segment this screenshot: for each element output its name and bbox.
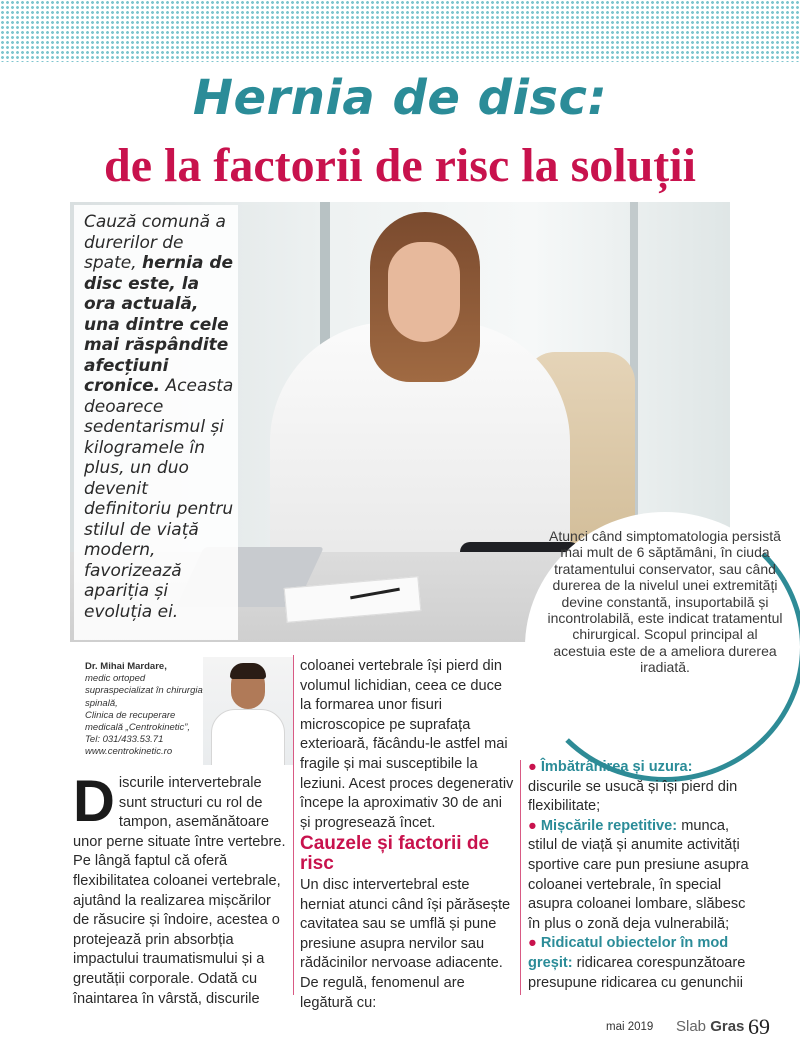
list-item: ● Ridicatul obiectelor în mod greșit: ridicarea corespunzătoare presupune ridicarea cu genunchii bbox=[528, 935, 746, 991]
title-line-1: Hernia de disc: bbox=[192, 70, 608, 126]
article-column-1: Discurile intervertebrale sunt structuri cu rol de tampon, asemănătoare unor perne situate între vertebre. Pe lângă faptul că oferă flexibilitatea coloanei vertebrale, ajutând la realizarea mișcărilor de răsucire și îndoire, acestea o protejează prin absorbția impactului traumatismului și a greutății corporale. Odată cu înaintarea în vârstă, discurile bbox=[73, 769, 286, 1007]
author-credit bbox=[85, 661, 205, 759]
section-heading: Cauzele și factorii de risc bbox=[300, 833, 490, 874]
author-name: Dr. Mihai Mardare, bbox=[85, 661, 167, 672]
article-column-3 bbox=[528, 758, 750, 993]
author-role: medic ortoped supraspecializat în chirurgia spinală, bbox=[85, 673, 203, 709]
author-website: www.centrokinetic.ro bbox=[85, 746, 173, 758]
author-clinic: Clinica de recuperare medicală „Centrokinetic”, bbox=[85, 709, 191, 734]
quote-text: Atunci când simptomatologia persistă mai mult de 6 săptămâni, în ciuda tratamentului conservator, sau când durerea de la nivelul unei extremități devine constantă, insuportabilă și incontrolabilă, este indicat tratamentul chirurgical. Scopul principal al acestuia este de a ameliora durerea iradiată. bbox=[547, 528, 783, 676]
dotted-header-band bbox=[0, 0, 800, 62]
column-divider bbox=[293, 655, 294, 995]
magazine-brand: Slab Gras bbox=[676, 1018, 745, 1035]
list-item: ● Îmbătrânirea și uzura: discurile se usucă și își pierd din flexibilitate; bbox=[528, 759, 738, 815]
page-number: 69 bbox=[748, 1014, 770, 1039]
column-divider bbox=[520, 760, 521, 995]
article-column-2-section: Un disc intervertebral este herniat atunci când își părăsește cavitatea sau se umflă și pune presiune asupra nervilor sau rădăcinilor nervoase adiacente. De regulă, fenomenul are legătură cu: bbox=[300, 877, 511, 1011]
issue-date: mai 2019 bbox=[606, 1021, 654, 1033]
author-phone: Tel: 031/433.53.71 bbox=[85, 734, 164, 746]
list-item: ● Mișcările repetitive: munca, stilul de viață și anumite activități sportive care pun presiune asupra coloanei vertebrale, în special asupra coloanei lombare, slăbesc în plus o zonă deja vulnerabilă; bbox=[528, 817, 749, 932]
title-line-2: de la factorii de risc la soluții bbox=[104, 139, 696, 192]
author-photo bbox=[203, 657, 293, 765]
intro-text: Cauză comună a durerilor de spate, hernia de disc este, la ora actuală, una dintre cele mai răspândite afecțiuni cronice. Aceasta deoarece sedentarismul și kilogramele în plus, un duo devenit definitoriu pentru stilul de viață modern, favorizează apariția și evoluția ei. bbox=[84, 212, 234, 622]
drop-cap: D bbox=[73, 769, 115, 834]
article-column-2: coloanei vertebrale își pierd din volumul lichidian, ceea ce duce la formarea unor fisuri microscopice pe suprafața exterioară, făcându-le astfel mai fragile și mai susceptibile la leziuni. Acest proces degenerativ începe la aproximativ 30 de ani și progresează încet. bbox=[300, 658, 514, 831]
